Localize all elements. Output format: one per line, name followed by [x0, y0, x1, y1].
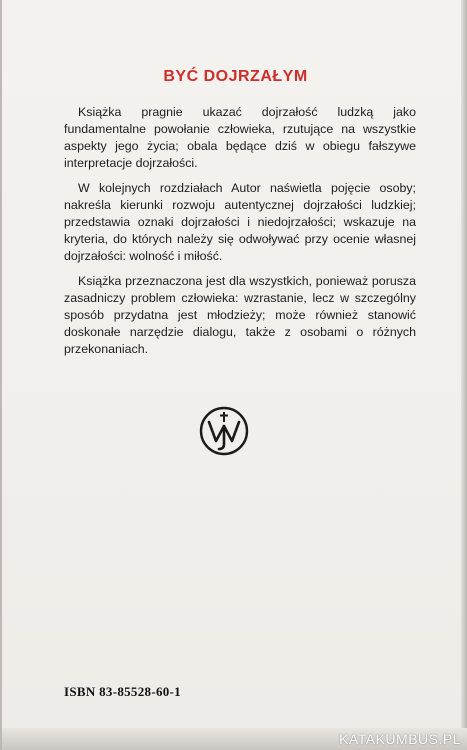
publisher-logo-icon: [198, 405, 250, 457]
paragraph-3: Książka przeznaczona jest dla wszystkich, ponieważ porusza zasadniczy problem człowieka: wzrastanie, lecz w szczególny sposób przydatna jest młodzieży; może również stanowić doskonałe narzędzie dialogu, także z osobami o różnych przekonaniach.: [64, 274, 416, 356]
paragraph-1: Książka pragnie ukazać dojrzałość ludzką jako fundamentalne powołanie człowieka, rzutujące na wszystkie aspekty jego życia; obala będące dziś w obiegu fałszywe interpretacje dojrzałości.: [64, 105, 416, 170]
paragraph-2: W kolejnych rozdziałach Autor naświetla pojęcie osoby; nakreśla kierunki rozwoju autentycznej dojrzałości ludzkiej; przedstawia oznaki dojrzałości i niedojrzałości; wskazuje na kryteria, do których należy się odwoływać przy ocenie własnej dojrzałości: wolność i miłość.: [64, 181, 416, 263]
isbn-number: ISBN 83-85528-60-1: [64, 684, 181, 699]
watermark-text: KATAKUMBUS.PL: [339, 731, 461, 747]
description-text: [64, 104, 416, 366]
book-title: BYĆ DOJRZAŁYM: [163, 68, 308, 85]
cover-right-edge: [461, 0, 467, 750]
